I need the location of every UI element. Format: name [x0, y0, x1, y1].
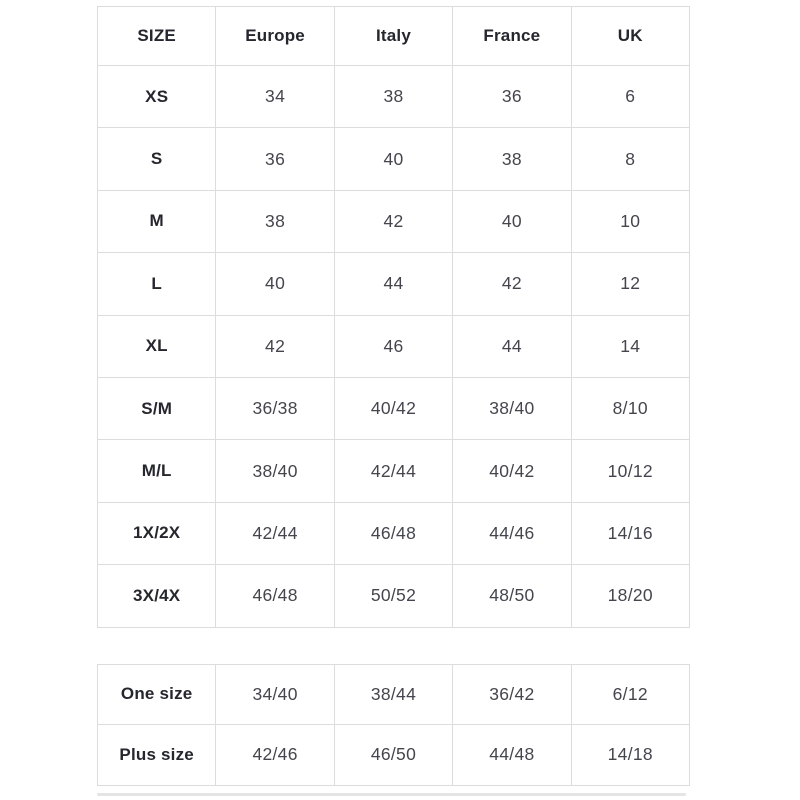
value-cell: 6/12 — [571, 664, 689, 725]
value-cell: 38/44 — [334, 664, 452, 725]
value-cell: 36 — [216, 128, 334, 190]
value-cell: 46/48 — [216, 565, 334, 627]
table-header-row — [98, 7, 690, 66]
value-cell: 40 — [453, 190, 571, 252]
size-label-cell: 1X/2X — [98, 502, 216, 564]
value-cell: 46/50 — [334, 725, 452, 786]
tables-container — [97, 6, 690, 786]
value-cell: 42/44 — [216, 502, 334, 564]
value-cell: 36/38 — [216, 377, 334, 439]
value-cell: 40 — [216, 253, 334, 315]
column-header-europe: Europe — [216, 7, 334, 66]
table-row — [98, 664, 690, 725]
table-row — [98, 66, 690, 128]
value-cell: 10/12 — [571, 440, 689, 502]
value-cell: 40/42 — [334, 377, 452, 439]
value-cell: 44/48 — [453, 725, 571, 786]
value-cell: 38 — [334, 66, 452, 128]
value-cell: 44 — [334, 253, 452, 315]
value-cell: 42 — [334, 190, 452, 252]
value-cell: 14/18 — [571, 725, 689, 786]
value-cell: 36 — [453, 66, 571, 128]
table-row — [98, 190, 690, 252]
value-cell: 40/42 — [453, 440, 571, 502]
value-cell: 8/10 — [571, 377, 689, 439]
bottom-divider — [97, 793, 686, 796]
size-label-cell: XS — [98, 66, 216, 128]
column-header-france: France — [453, 7, 571, 66]
value-cell: 38 — [216, 190, 334, 252]
size-label-cell: Plus size — [98, 725, 216, 786]
special-sizes-table — [97, 664, 690, 786]
value-cell: 38 — [453, 128, 571, 190]
column-header-italy: Italy — [334, 7, 452, 66]
value-cell: 50/52 — [334, 565, 452, 627]
value-cell: 6 — [571, 66, 689, 128]
table-row — [98, 253, 690, 315]
value-cell: 44 — [453, 315, 571, 377]
value-cell: 18/20 — [571, 565, 689, 627]
value-cell: 42/44 — [334, 440, 452, 502]
value-cell: 42 — [216, 315, 334, 377]
value-cell: 14 — [571, 315, 689, 377]
table-row — [98, 565, 690, 627]
table-row — [98, 315, 690, 377]
value-cell: 46/48 — [334, 502, 452, 564]
size-label-cell: XL — [98, 315, 216, 377]
value-cell: 48/50 — [453, 565, 571, 627]
value-cell: 44/46 — [453, 502, 571, 564]
size-label-cell: 3X/4X — [98, 565, 216, 627]
value-cell: 12 — [571, 253, 689, 315]
table-row — [98, 128, 690, 190]
size-label-cell: M/L — [98, 440, 216, 502]
size-label-cell: M — [98, 190, 216, 252]
size-label-cell: S/M — [98, 377, 216, 439]
value-cell: 10 — [571, 190, 689, 252]
value-cell: 40 — [334, 128, 452, 190]
value-cell: 34/40 — [216, 664, 334, 725]
value-cell: 38/40 — [216, 440, 334, 502]
table-row — [98, 377, 690, 439]
value-cell: 42/46 — [216, 725, 334, 786]
table-row — [98, 725, 690, 786]
size-conversion-table — [97, 6, 690, 628]
table-row — [98, 502, 690, 564]
column-header-uk: UK — [571, 7, 689, 66]
value-cell: 14/16 — [571, 502, 689, 564]
table-row — [98, 440, 690, 502]
value-cell: 46 — [334, 315, 452, 377]
value-cell: 8 — [571, 128, 689, 190]
value-cell: 36/42 — [453, 664, 571, 725]
size-label-cell: S — [98, 128, 216, 190]
size-label-cell: One size — [98, 664, 216, 725]
value-cell: 38/40 — [453, 377, 571, 439]
value-cell: 34 — [216, 66, 334, 128]
value-cell: 42 — [453, 253, 571, 315]
column-header-size: SIZE — [98, 7, 216, 66]
size-label-cell: L — [98, 253, 216, 315]
